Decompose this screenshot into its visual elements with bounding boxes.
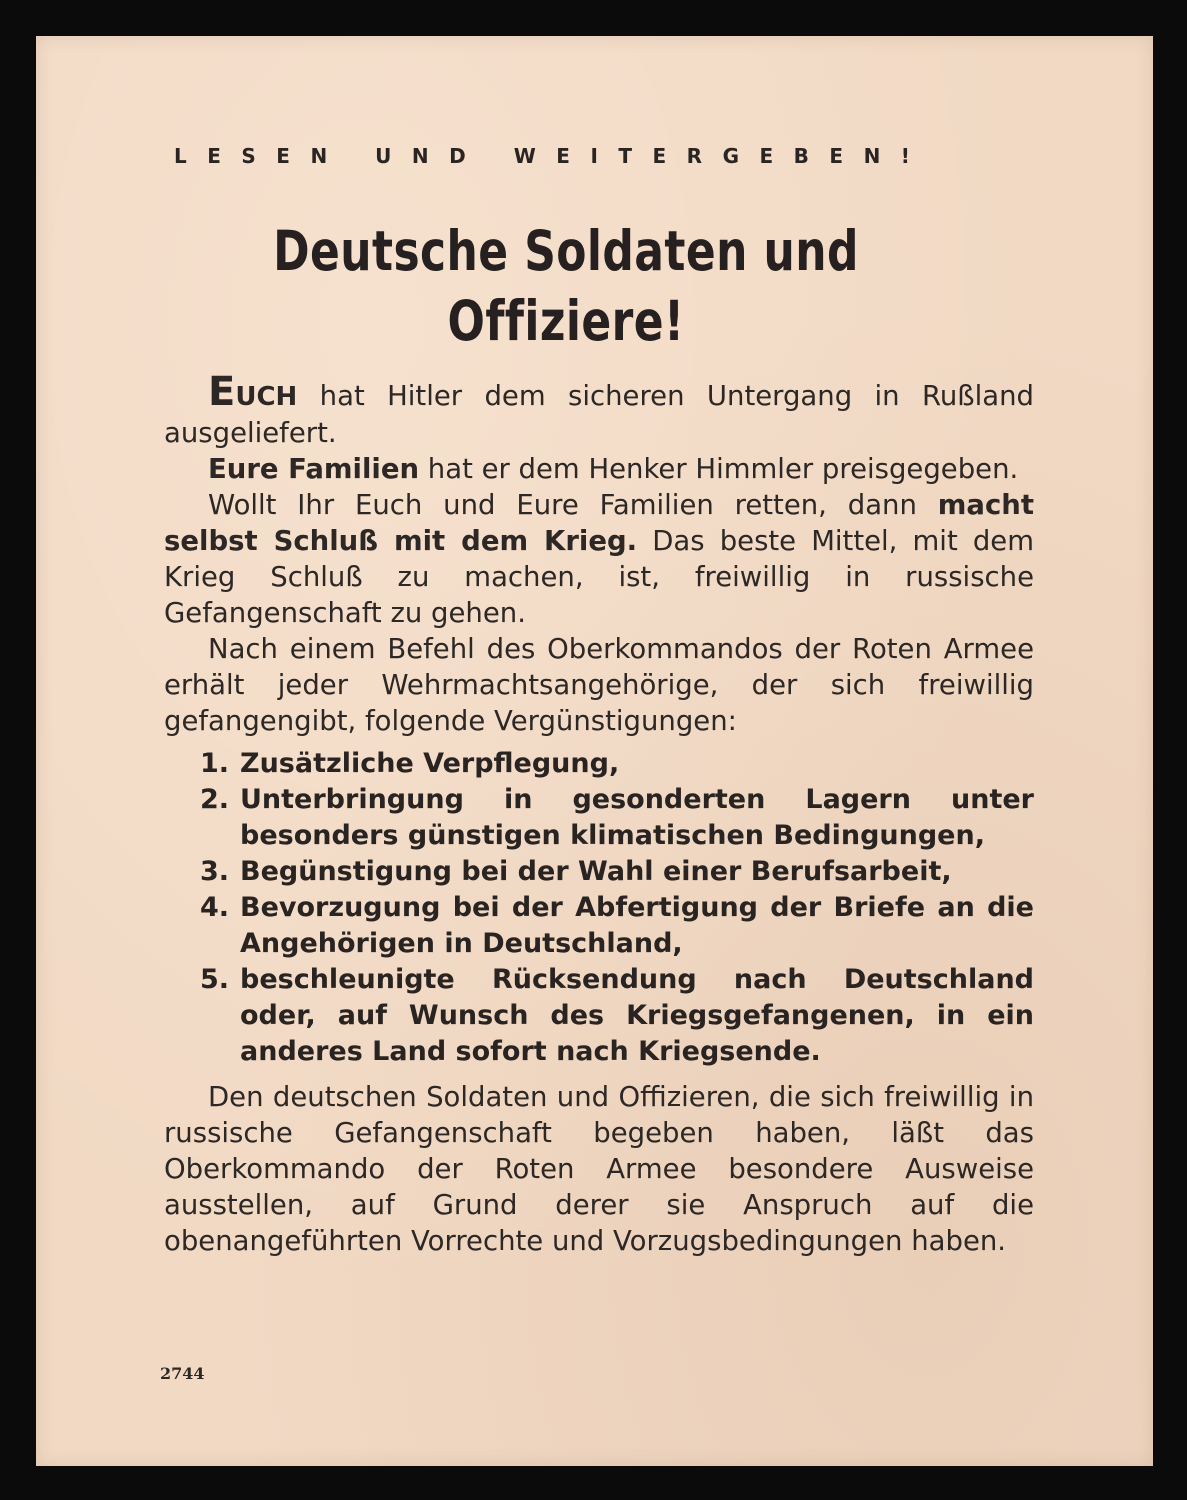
list-item xyxy=(164,854,1034,890)
closing-paragraph: Den deutschen Soldaten und Offizieren, die sich freiwillig in russische Gefangenschaft begeben haben, läßt das Oberkommando der Roten Armee besondere Ausweise ausstellen, auf Grund derer sie Anspruch auf die obenangeführten Vorrechte und Vorzugsbedingungen haben. xyxy=(164,1081,1034,1257)
opening-caps: UCH xyxy=(235,382,298,412)
list-item-text: Zusätzliche Verpflegung, xyxy=(240,748,620,779)
paragraph-2-bold: Eure Familien xyxy=(208,453,420,485)
list-item-text: Unterbringung in gesonderten Lagern unter besonders günstigen klimatischen Bedingungen, xyxy=(240,784,1034,851)
drop-cap: E xyxy=(208,369,236,415)
paragraph-1 xyxy=(164,369,1034,451)
paragraph-1-text: hat Hitler dem sicheren Untergang in Rußland ausgeliefert. xyxy=(164,380,1034,449)
headline-line-2: Offiziere! xyxy=(447,289,685,353)
list-item-text: beschleunigte Rücksendung nach Deutschland oder, auf Wunsch des Kriegsgefangenen, in ein anderes Land sofort nach Kriegsende. xyxy=(240,964,1034,1067)
leaflet-page xyxy=(36,36,1153,1466)
list-item-number: 4. xyxy=(200,892,230,923)
paragraph-3 xyxy=(164,487,1034,631)
list-item xyxy=(164,962,1034,1070)
paragraph-3-bold: macht selbst Schluß mit dem Krieg. xyxy=(164,489,1034,557)
list-item xyxy=(164,890,1034,962)
headline-line-1: Deutsche Soldaten und xyxy=(273,219,859,283)
paragraph-2-text: hat er dem Henker Himmler preisgegeben. xyxy=(419,453,1019,485)
paragraph-3-rest: Das beste Mittel, mit dem Krieg Schluß zu machen, ist, freiwillig in russische Gefangenschaft zu gehen. xyxy=(164,525,1034,629)
list-item-text: Begünstigung bei der Wahl einer Berufsarbeit, xyxy=(240,856,952,887)
list-item-text: Bevorzugung bei der Abfertigung der Briefe an die Angehörigen in Deutschland, xyxy=(240,892,1034,959)
leaflet-body xyxy=(164,369,1034,1259)
list-item xyxy=(164,782,1034,854)
list-item xyxy=(164,746,1034,782)
leaflet-number: 2744 xyxy=(160,1364,205,1383)
benefits-list xyxy=(164,746,1034,1070)
headline xyxy=(222,216,910,356)
paragraph-4: Nach einem Befehl des Oberkommandos der Roten Armee erhält jeder Wehrmachtsangehörige, der sich freiwillig gefangengibt, folgende Vergünstigungen: xyxy=(164,633,1034,737)
paragraph-2 xyxy=(164,451,1034,487)
kicker-line: LESEN UND WEITERGEBEN! xyxy=(174,144,931,168)
list-item-number: 3. xyxy=(200,856,230,887)
paragraph-3-start: Wollt Ihr Euch und Eure Familien retten, dann xyxy=(208,489,938,521)
list-item-number: 1. xyxy=(200,748,230,779)
list-item-number: 2. xyxy=(200,784,230,815)
list-item-number: 5. xyxy=(200,964,230,995)
